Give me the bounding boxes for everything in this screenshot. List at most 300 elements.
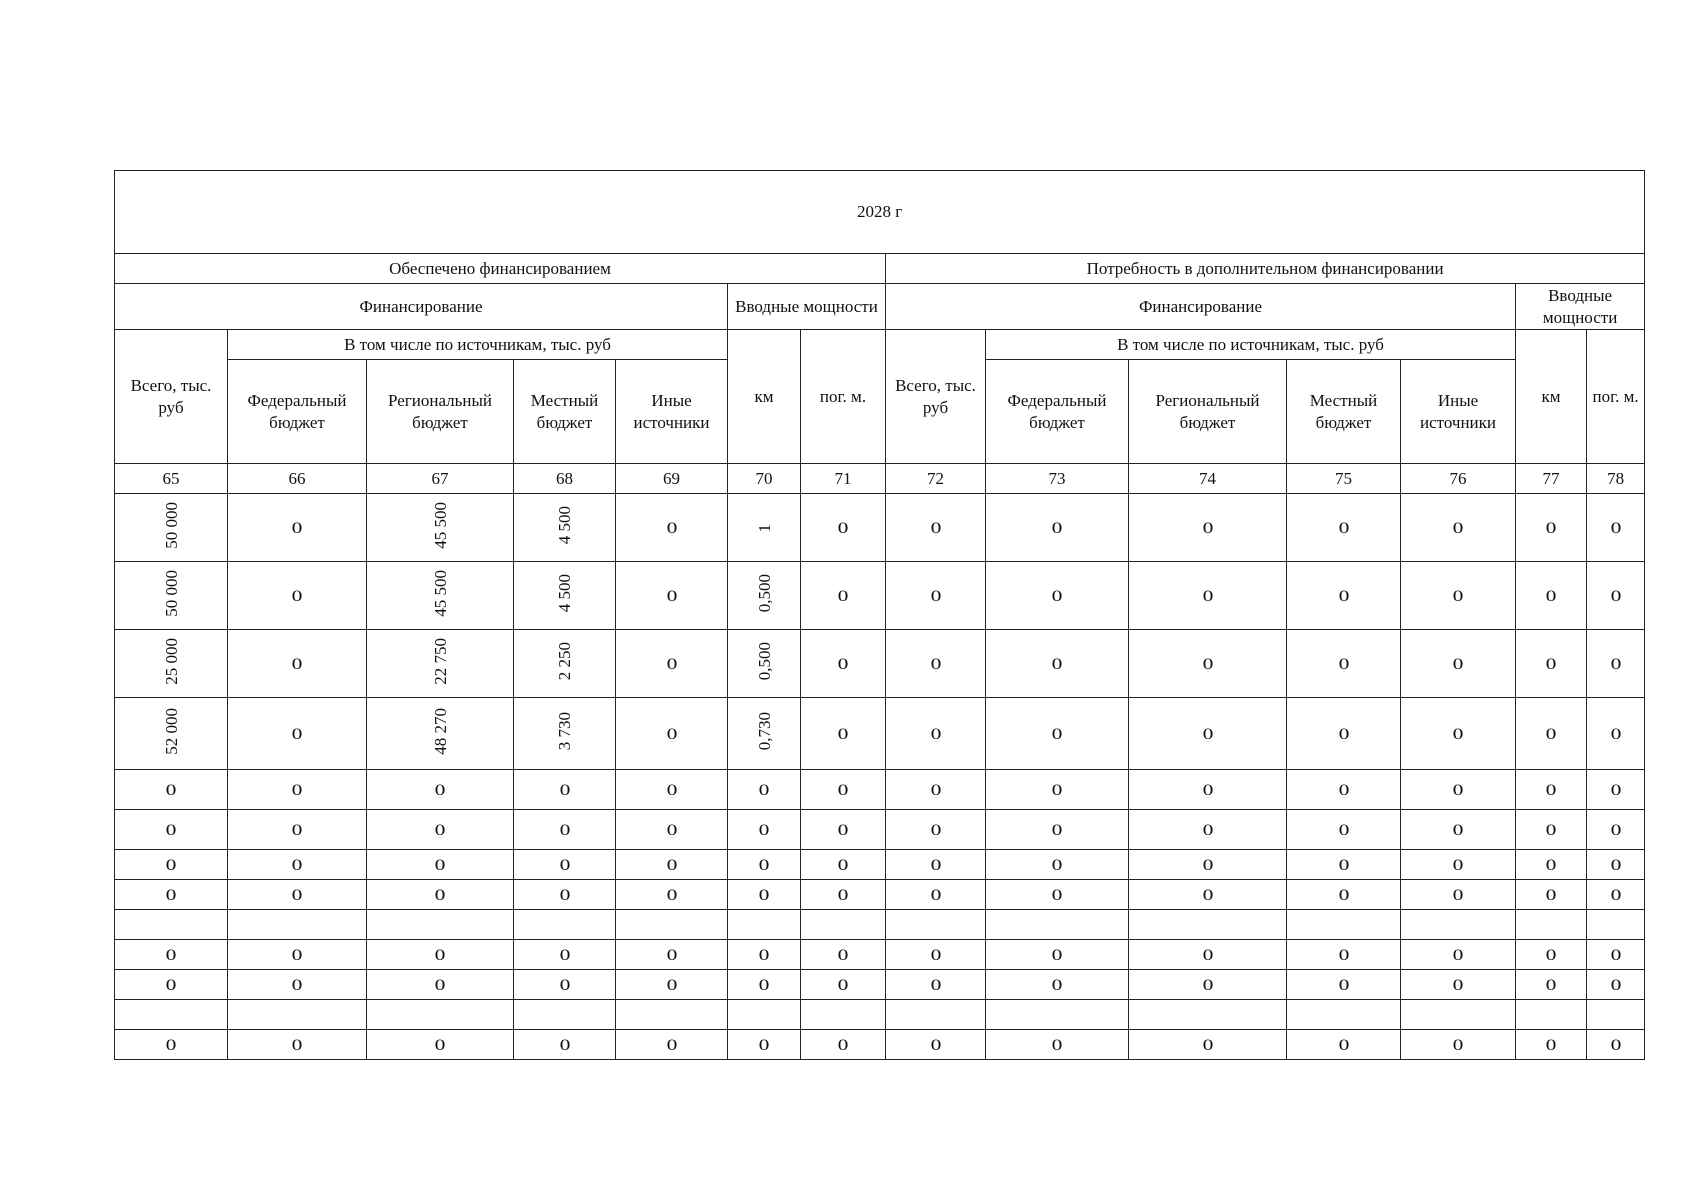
table-cell: [728, 880, 801, 910]
cell-value: 0: [1202, 1036, 1213, 1054]
cell-value: 0: [837, 587, 849, 605]
table-cell: [1516, 1000, 1587, 1030]
cell-value: 0: [837, 886, 849, 904]
table-cell: [514, 880, 616, 910]
table-cell: [1129, 940, 1287, 970]
table-cell: [1516, 910, 1587, 940]
cell-value: 0: [559, 856, 570, 874]
table-cell: [616, 1000, 728, 1030]
table-cell: [886, 1000, 986, 1030]
table-cell: [886, 770, 986, 810]
table-cell: [115, 1030, 228, 1060]
cell-value: 0: [1545, 821, 1557, 839]
col-header-federal: Федеральный бюджет: [986, 360, 1129, 464]
table-row: [115, 970, 1645, 1000]
table-cell: [801, 770, 886, 810]
cell-value: 0: [1338, 946, 1349, 964]
table-cell: [1401, 910, 1516, 940]
column-number: 74: [1129, 464, 1287, 494]
table-cell: [1287, 970, 1401, 1000]
cell-value: 0: [930, 886, 941, 904]
cell-value: 0: [1202, 856, 1213, 874]
cell-value: 0: [559, 1036, 570, 1054]
table-cell: [115, 970, 228, 1000]
table-cell: [514, 630, 616, 698]
table-cell: [115, 910, 228, 940]
cell-value: 0: [1202, 587, 1213, 605]
table-cell: [1587, 1030, 1645, 1060]
table-row: [115, 880, 1645, 910]
cell-value: 0: [434, 856, 446, 874]
table-cell: [228, 494, 367, 562]
table-cell: [801, 1000, 886, 1030]
table-cell: [1401, 562, 1516, 630]
table-cell: [886, 1030, 986, 1060]
table-cell: [514, 970, 616, 1000]
cell-value: 4 500: [555, 505, 574, 544]
table-cell: [1129, 850, 1287, 880]
cell-value: 0: [559, 886, 570, 904]
table-cell: [1587, 494, 1645, 562]
table-cell: [367, 880, 514, 910]
table-row: [115, 770, 1645, 810]
column-number: 78: [1587, 464, 1645, 494]
table-cell: [1287, 494, 1401, 562]
cell-value: 0: [1202, 519, 1213, 537]
cell-value: 0: [837, 781, 849, 799]
table-cell: [1401, 880, 1516, 910]
cell-value: 0: [1202, 821, 1213, 839]
table-cell: [1129, 630, 1287, 698]
cell-value: 0: [434, 946, 446, 964]
table-cell: [367, 910, 514, 940]
cell-value: 0,500: [754, 641, 774, 680]
table-cell: [115, 880, 228, 910]
table-cell: [115, 810, 228, 850]
table-cell: [115, 494, 228, 562]
table-cell: [886, 970, 986, 1000]
financing-header: Финансирование: [115, 284, 728, 330]
table-body: [115, 494, 1645, 1060]
col-header-total: Всего, тыс. руб: [886, 330, 986, 464]
cell-value: 0: [1051, 1036, 1063, 1054]
table-cell: [801, 1030, 886, 1060]
table-cell: [801, 880, 886, 910]
table-cell: [115, 940, 228, 970]
cell-value: 0: [930, 821, 941, 839]
cell-value: 22 750: [430, 637, 450, 685]
cell-value: 1: [754, 524, 774, 533]
cell-value: 0: [1545, 976, 1557, 994]
table-cell: [115, 770, 228, 810]
table-cell: [1401, 698, 1516, 770]
table-cell: [986, 770, 1129, 810]
table-cell: [1129, 1000, 1287, 1030]
table-cell: [514, 810, 616, 850]
table-cell: [1401, 970, 1516, 1000]
table-cell: [986, 698, 1129, 770]
column-number: 65: [115, 464, 228, 494]
cell-value: 0: [1545, 886, 1557, 904]
table-cell: [1516, 562, 1587, 630]
cell-value: 0: [1610, 587, 1621, 605]
cell-value: 0: [165, 821, 177, 839]
cell-value: 0: [1452, 886, 1464, 904]
cell-value: 0: [1338, 821, 1349, 839]
capacity-header: Вводные мощности: [728, 284, 886, 330]
table-cell: [115, 562, 228, 630]
cell-value: 0: [291, 821, 303, 839]
table-row: [115, 562, 1645, 630]
cell-value: 0: [1338, 856, 1349, 874]
table-cell: [1587, 810, 1645, 850]
cell-value: 0: [1338, 725, 1349, 743]
table-cell: [616, 810, 728, 850]
table-cell: [986, 1000, 1129, 1030]
table-cell: [801, 630, 886, 698]
table-cell: [986, 850, 1129, 880]
column-number: 77: [1516, 464, 1587, 494]
table-cell: [115, 1000, 228, 1030]
cell-value: 0: [758, 886, 770, 904]
table-cell: [728, 562, 801, 630]
column-number: 69: [616, 464, 728, 494]
cell-value: 0: [1545, 856, 1557, 874]
table-cell: [1401, 630, 1516, 698]
cell-value: 0: [758, 781, 770, 799]
table-cell: [514, 910, 616, 940]
cell-value: 0: [930, 655, 941, 673]
cell-value: 0: [837, 821, 849, 839]
table-cell: [1287, 880, 1401, 910]
table-cell: [728, 698, 801, 770]
table-row: [115, 698, 1645, 770]
cell-value: 0: [930, 725, 941, 743]
table-cell: [228, 940, 367, 970]
table-cell: [514, 494, 616, 562]
table-cell: [1401, 850, 1516, 880]
table-cell: [1587, 910, 1645, 940]
cell-value: 0: [666, 725, 677, 743]
cell-value: 0: [165, 781, 177, 799]
cell-value: 0: [165, 1036, 177, 1054]
table-cell: [514, 940, 616, 970]
cell-value: 0: [1452, 821, 1464, 839]
table-cell: [367, 940, 514, 970]
cell-value: 0: [666, 655, 677, 673]
table-cell: [228, 880, 367, 910]
table-cell: [1516, 850, 1587, 880]
table-cell: [1287, 698, 1401, 770]
cell-value: 0: [666, 519, 677, 537]
column-number: 72: [886, 464, 986, 494]
cell-value: 0: [666, 587, 677, 605]
section-funded-header: Обеспечено финансированием: [115, 254, 886, 284]
table-cell: [616, 850, 728, 880]
table-cell: [728, 850, 801, 880]
table-cell: [367, 562, 514, 630]
table-cell: [728, 1030, 801, 1060]
cell-value: 0: [291, 976, 303, 994]
cell-value: 0: [837, 1036, 849, 1054]
cell-value: 4 500: [555, 573, 574, 612]
table-cell: [1287, 770, 1401, 810]
table-cell: [228, 1000, 367, 1030]
cell-value: 0: [1610, 946, 1621, 964]
table-cell: [616, 630, 728, 698]
cell-value: 0: [1338, 1036, 1349, 1054]
table-cell: [1129, 770, 1287, 810]
table-cell: [1516, 494, 1587, 562]
cell-value: 0: [1545, 655, 1557, 673]
cell-value: 0: [1202, 886, 1213, 904]
table-row: [115, 910, 1645, 940]
table-cell: [514, 562, 616, 630]
table-cell: [886, 880, 986, 910]
table-cell: [1129, 970, 1287, 1000]
col-header-regional: Региональный бюджет: [1129, 360, 1287, 464]
table-cell: [886, 910, 986, 940]
cell-value: 0: [1452, 587, 1464, 605]
table-cell: [1516, 770, 1587, 810]
column-number: 75: [1287, 464, 1401, 494]
cell-value: 0: [1051, 856, 1063, 874]
cell-value: 0: [291, 781, 303, 799]
cell-value: 0: [1452, 781, 1464, 799]
table-cell: [1287, 630, 1401, 698]
table-cell: [367, 970, 514, 1000]
table-cell: [1129, 494, 1287, 562]
cell-value: 0: [666, 946, 677, 964]
table-cell: [986, 494, 1129, 562]
table-cell: [1129, 810, 1287, 850]
table-cell: [886, 850, 986, 880]
table-cell: [1287, 910, 1401, 940]
table-cell: [1129, 1030, 1287, 1060]
table-cell: [616, 1030, 728, 1060]
cell-value: 0: [1338, 781, 1349, 799]
table-cell: [115, 850, 228, 880]
cell-value: 0: [1051, 725, 1063, 743]
table-cell: [228, 770, 367, 810]
cell-value: 0: [666, 976, 677, 994]
table-cell: [886, 940, 986, 970]
table-cell: [1129, 880, 1287, 910]
cell-value: 0: [1545, 1036, 1557, 1054]
table-cell: [616, 880, 728, 910]
cell-value: 0: [1545, 946, 1557, 964]
cell-value: 0: [165, 946, 177, 964]
cell-value: 0: [758, 856, 770, 874]
table-cell: [367, 850, 514, 880]
cell-value: 0: [1610, 1036, 1621, 1054]
table-header: [115, 171, 1645, 494]
cell-value: 0: [1452, 856, 1464, 874]
cell-value: 0: [1202, 946, 1213, 964]
financing-header: Финансирование: [886, 284, 1516, 330]
cell-value: 0: [434, 886, 446, 904]
cell-value: 0: [1610, 725, 1621, 743]
table-cell: [728, 1000, 801, 1030]
cell-value: 0: [1610, 856, 1621, 874]
cell-value: 0: [291, 519, 303, 537]
cell-value: 0: [434, 976, 446, 994]
table-cell: [1516, 940, 1587, 970]
cell-value: 0: [1051, 519, 1063, 537]
col-header-local: Местный бюджет: [1287, 360, 1401, 464]
col-header-total: Всего, тыс. руб: [115, 330, 228, 464]
table-cell: [514, 1000, 616, 1030]
cell-value: 0: [666, 856, 677, 874]
table-cell: [986, 1030, 1129, 1060]
col-header-pm: пог. м.: [801, 330, 886, 464]
cell-value: 0: [1202, 976, 1213, 994]
cell-value: 45 500: [430, 501, 450, 549]
cell-value: 0: [1545, 587, 1557, 605]
table-row: [115, 850, 1645, 880]
table-cell: [801, 850, 886, 880]
table-cell: [616, 910, 728, 940]
cell-value: 0: [837, 655, 849, 673]
cell-value: 0: [434, 821, 446, 839]
cell-value: 0: [1202, 725, 1213, 743]
cell-value: 0: [434, 1036, 446, 1054]
table-cell: [1401, 770, 1516, 810]
table-cell: [986, 910, 1129, 940]
table-cell: [367, 1000, 514, 1030]
cell-value: 0: [930, 781, 941, 799]
cell-value: 0: [1051, 821, 1063, 839]
cell-value: 0: [1610, 519, 1621, 537]
table-cell: [1516, 810, 1587, 850]
table-cell: [1587, 698, 1645, 770]
cell-value: 48 270: [430, 707, 450, 755]
cell-value: 0: [1051, 655, 1063, 673]
table-cell: [886, 494, 986, 562]
table-cell: [801, 810, 886, 850]
col-header-km: км: [728, 330, 801, 464]
column-number: 68: [514, 464, 616, 494]
cell-value: 0: [666, 781, 677, 799]
cell-value: 50 000: [161, 569, 181, 617]
cell-value: 0: [758, 1036, 770, 1054]
cell-value: 0: [1545, 725, 1557, 743]
table-cell: [616, 698, 728, 770]
table-row: [115, 810, 1645, 850]
section-need-header: Потребность в дополнительном финансировании: [886, 254, 1645, 284]
cell-value: 0: [1452, 519, 1464, 537]
column-number: 76: [1401, 464, 1516, 494]
table-cell: [1516, 1030, 1587, 1060]
table-cell: [228, 698, 367, 770]
table-cell: [1587, 850, 1645, 880]
table-cell: [1129, 910, 1287, 940]
col-header-regional: Региональный бюджет: [367, 360, 514, 464]
cell-value: 0: [1338, 976, 1349, 994]
table-cell: [1587, 880, 1645, 910]
cell-value: 0: [1202, 655, 1213, 673]
table-cell: [886, 810, 986, 850]
financing-table: [114, 170, 1645, 1060]
column-number: 71: [801, 464, 886, 494]
cell-value: 0: [930, 587, 941, 605]
table-cell: [1287, 562, 1401, 630]
cell-value: 0: [1051, 781, 1063, 799]
table-cell: [986, 940, 1129, 970]
column-number: 70: [728, 464, 801, 494]
table-cell: [1287, 1000, 1401, 1030]
cell-value: 0,500: [754, 573, 774, 612]
cell-value: 0: [930, 946, 941, 964]
table-cell: [728, 940, 801, 970]
cell-value: 25 000: [161, 637, 181, 685]
table-cell: [886, 562, 986, 630]
cell-value: 0: [1610, 886, 1621, 904]
table-cell: [228, 1030, 367, 1060]
table-cell: [228, 630, 367, 698]
cell-value: 0: [1452, 655, 1464, 673]
table-cell: [1129, 562, 1287, 630]
column-number-row: [115, 464, 1645, 494]
cell-value: 0: [666, 1036, 677, 1054]
table-cell: [728, 770, 801, 810]
cell-value: 0: [1051, 976, 1063, 994]
table-cell: [1587, 562, 1645, 630]
cell-value: 0: [165, 856, 177, 874]
table-cell: [616, 970, 728, 1000]
capacity-header: Вводные мощности: [1516, 284, 1645, 330]
table-cell: [986, 880, 1129, 910]
cell-value: 50 000: [161, 501, 181, 549]
cell-value: 0: [758, 976, 770, 994]
sources-caption: В том числе по источникам, тыс. руб: [228, 330, 728, 360]
table-row: [115, 630, 1645, 698]
table-cell: [1401, 810, 1516, 850]
table-cell: [616, 562, 728, 630]
cell-value: 0: [1610, 655, 1621, 673]
cell-value: 2 250: [555, 641, 574, 680]
cell-value: 0: [559, 976, 570, 994]
table-cell: [1129, 698, 1287, 770]
table-cell: [728, 970, 801, 1000]
cell-value: 0: [559, 781, 570, 799]
table-cell: [1587, 940, 1645, 970]
cell-value: 0: [1452, 725, 1464, 743]
cell-value: 0: [434, 781, 446, 799]
table-cell: [1401, 940, 1516, 970]
table-cell: [801, 494, 886, 562]
cell-value: 0: [559, 821, 570, 839]
table-cell: [1287, 850, 1401, 880]
table-cell: [801, 562, 886, 630]
table-cell: [1516, 698, 1587, 770]
cell-value: 0: [1202, 781, 1213, 799]
cell-value: 0: [837, 856, 849, 874]
table-cell: [801, 910, 886, 940]
table-cell: [514, 1030, 616, 1060]
cell-value: 0: [1545, 519, 1557, 537]
cell-value: 52 000: [161, 707, 181, 755]
table-cell: [1587, 970, 1645, 1000]
table-cell: [228, 810, 367, 850]
year-title: 2028 г: [115, 171, 1645, 254]
table-cell: [228, 850, 367, 880]
table-cell: [616, 770, 728, 810]
cell-value: 0: [837, 519, 849, 537]
table-cell: [367, 1030, 514, 1060]
cell-value: 45 500: [430, 569, 450, 617]
cell-value: 0: [1051, 946, 1063, 964]
